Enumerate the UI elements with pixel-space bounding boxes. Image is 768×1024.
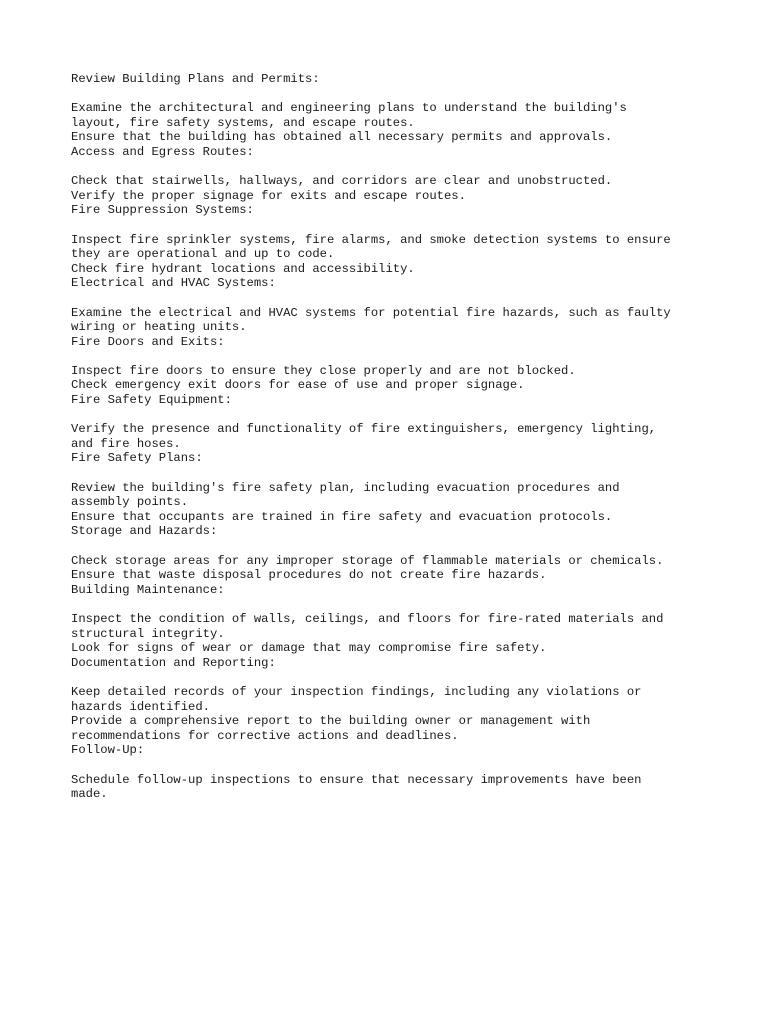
section-heading: Fire Safety Plans: [71, 451, 203, 466]
section-heading: Electrical and HVAC Systems: [71, 276, 276, 291]
section-item: Look for signs of wear or damage that may compromise fire safety. [71, 641, 547, 656]
section-review-plans [71, 72, 711, 145]
section-heading: Storage and Hazards: [71, 524, 218, 539]
section-item: Inspect fire doors to ensure they close properly and are not blocked. [71, 363, 576, 378]
section-item: Provide a comprehensive report to the building owner or management with recommendations for corrective actions and deadlines. [71, 714, 591, 743]
section-item: Schedule follow-up inspections to ensure that necessary improvements have been made. [71, 772, 642, 802]
section-heading: Fire Safety Equipment: [71, 393, 232, 408]
section-item: Ensure that waste disposal procedures do not create fire hazards. [71, 568, 547, 583]
section-heading: Documentation and Reporting: [71, 655, 276, 670]
section-item: Verify the proper signage for exits and escape routes. [71, 188, 466, 203]
section-item: Check emergency exit doors for ease of use and proper signage. [71, 378, 525, 393]
section-item: Ensure that the building has obtained all necessary permits and approvals. [71, 130, 613, 145]
section-fire-doors [71, 335, 711, 393]
document-page [71, 72, 711, 802]
section-heading: Access and Egress Routes: [71, 144, 254, 159]
section-building-maintenance [71, 583, 711, 656]
section-item: Check storage areas for any improper storage of flammable materials or chemicals. [71, 553, 664, 568]
section-item: Inspect the condition of walls, ceilings, and floors for fire-rated materials and structural integrity. [71, 611, 664, 641]
section-item: Verify the presence and functionality of fire extinguishers, emergency lighting, and fire hoses. [71, 422, 657, 451]
section-heading: Fire Suppression Systems: [71, 203, 254, 218]
section-access-egress [71, 145, 711, 203]
section-item: Examine the architectural and engineering plans to understand the building's layout, fire safety systems, and escape routes. [71, 101, 627, 130]
section-item: Check fire hydrant locations and accessibility. [71, 261, 415, 276]
section-item: Keep detailed records of your inspection findings, including any violations or hazards identified. [71, 684, 642, 714]
section-item: Ensure that occupants are trained in fire safety and evacuation protocols. [71, 509, 613, 524]
section-electrical-hvac [71, 276, 711, 334]
section-heading: Building Maintenance: [71, 582, 225, 597]
section-heading: Review Building Plans and Permits: [71, 72, 320, 86]
section-heading: Fire Doors and Exits: [71, 334, 225, 349]
section-fire-equipment [71, 393, 711, 451]
section-documentation [71, 656, 711, 744]
section-storage-hazards [71, 524, 711, 582]
section-item: Examine the electrical and HVAC systems for potential fire hazards, such as faulty wiring or heating units. [71, 305, 671, 335]
section-fire-plans [71, 451, 711, 524]
section-item: Inspect fire sprinkler systems, fire alarms, and smoke detection systems to ensure they are operational and up to code. [71, 232, 671, 262]
section-follow-up [71, 743, 711, 801]
section-fire-suppression [71, 203, 711, 276]
section-item: Review the building's fire safety plan, including evacuation procedures and assembly points. [71, 480, 620, 510]
section-item: Check that stairwells, hallways, and corridors are clear and unobstructed. [71, 174, 613, 189]
section-heading: Follow-Up: [71, 743, 145, 758]
